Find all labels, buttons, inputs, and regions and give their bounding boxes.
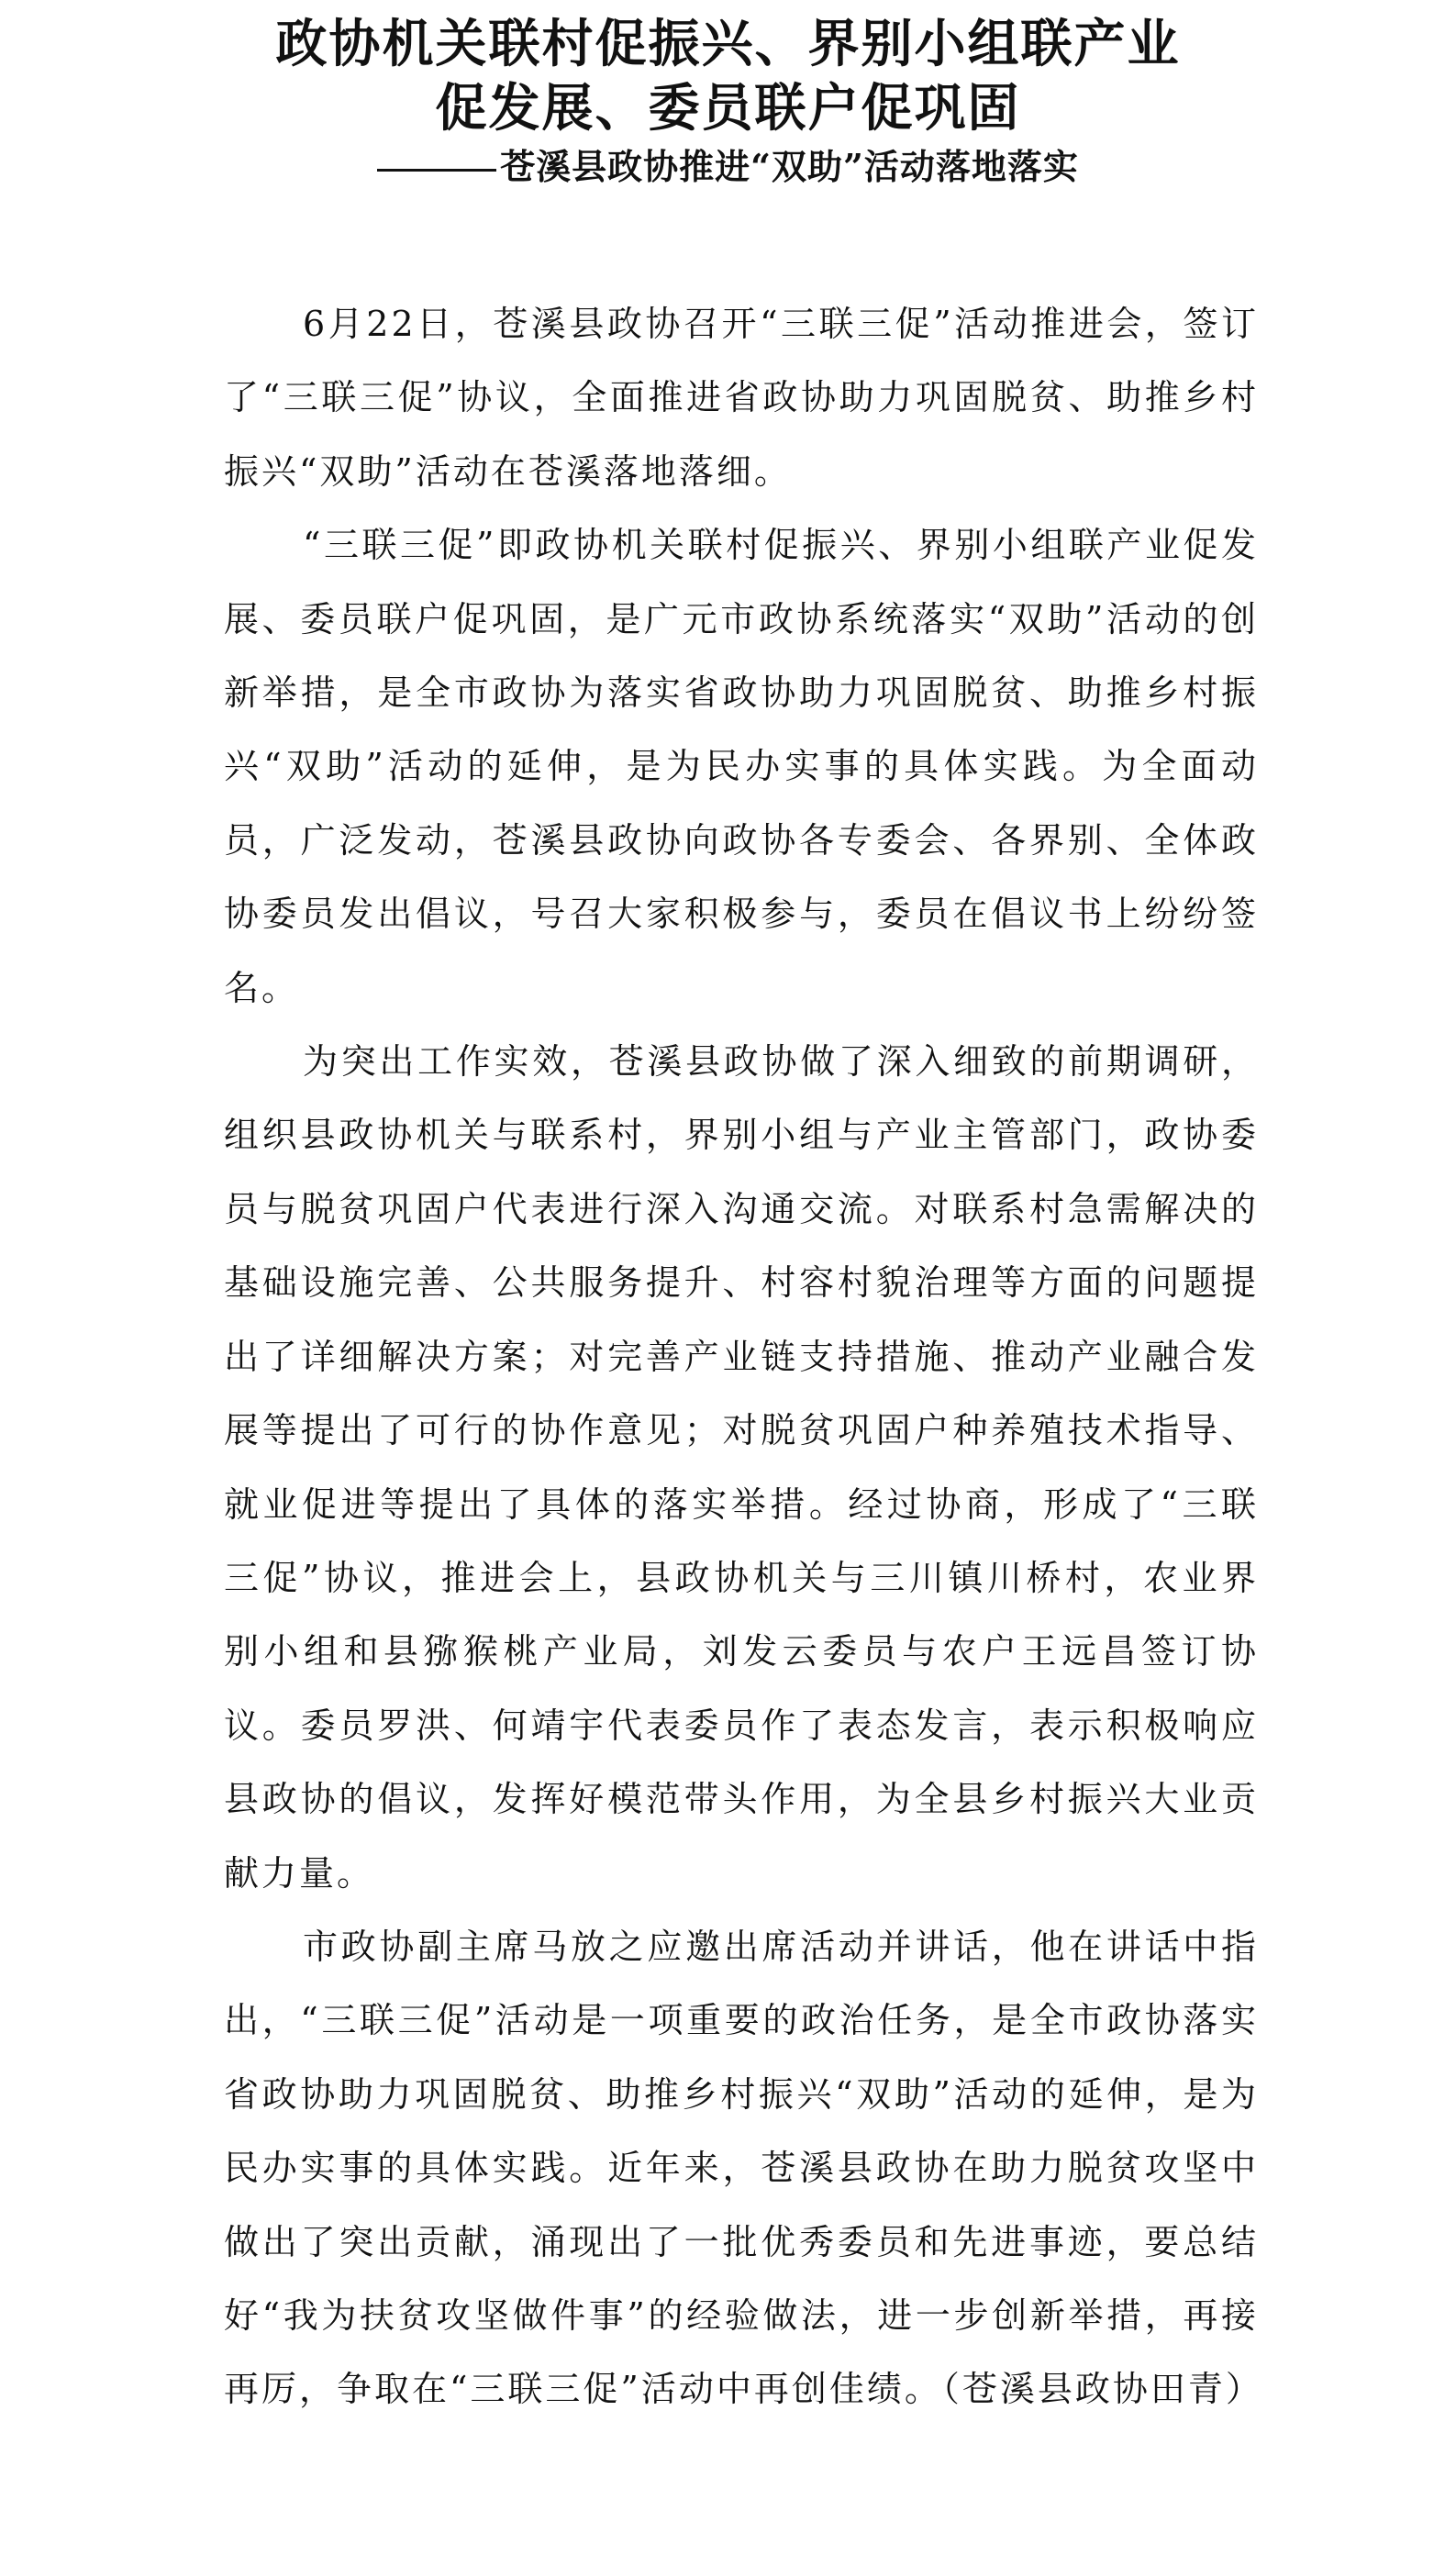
article-title-line-1: 政协机关联村促振兴、界别小组联产业 (275, 14, 1181, 74)
article-title-line-2: 促发展、委员联户促巩固 (435, 78, 1021, 139)
body-paragraph-2: “三联三促”即政协机关联村促振兴、界别小组联产业促发展、委员联户促巩固，是广元市政协系统落实“双助”活动的创新举措，是全市政协为落实省政协助力巩固脱贫、助推乡村振兴“双助”活动的延伸，是为民办实事的具体实践。为全面动员，广泛发动，苍溪县政协向政协各专委会、各界别、全体政协委员发出倡议，号召大家积极参与，委员在倡议书上纷纷签名。 (224, 525, 1259, 1008)
article-subtitle-text: 苍溪县政协推进“双助”活动落地落实 (500, 146, 1079, 187)
article-subtitle (0, 139, 1456, 194)
body-paragraph-3: 为突出工作实效，苍溪县政协做了深入细致的前期调研，组织县政协机关与联系村，界别小组与产业主管部门，政协委员与脱贫巩固户代表进行深入沟通交流。对联系村急需解决的基础设施完善、公共服务提升、村容村貌治理等方面的问题提出了详细解决方案；对完善产业链支持措施、推动产业融合发展等提出了可行的协作意见；对脱贫巩固户种养殖技术指导、就业促进等提出了具体的落实举措。经过协商，形成了“三联三促”协议，推进会上，县政协机关与三川镇川桥村，农业界别小组和县猕猴桃产业局，刘发云委员与农户王远昌签订协议。委员罗洪、何靖宇代表委员作了表态发言，表示积极响应县政协的倡议，发挥好模范带头作用，为全县乡村振兴大业贡献力量。 (224, 1041, 1259, 1894)
body-paragraph-1: 6月22日，苍溪县政协召开“三联三促”活动推进会，签订了“三联三促”协议，全面推进省政协助力巩固脱贫、助推乡村振兴“双助”活动在苍溪落地落细。 (224, 304, 1259, 492)
body-paragraph-4: 市政协副主席马放之应邀出席活动并讲话，他在讲话中指出，“三联三促”活动是一项重要的政治任务，是全市政协落实省政协助力巩固脱贫、助推乡村振兴“双助”活动的延伸，是为民办实事的具体实践。近年来，苍溪县政协在助力脱贫攻坚中做出了突出贡献，涌现出了一批优秀委员和先进事迹，要总结好“我为扶贫攻坚做件事”的经验做法，进一步创新举措，再接再厉，争取在“三联三促”活动中再创佳绩。（苍溪县政协田青） (224, 1926, 1263, 2410)
em-dash-rule (377, 169, 496, 172)
article-body (224, 287, 1263, 2427)
